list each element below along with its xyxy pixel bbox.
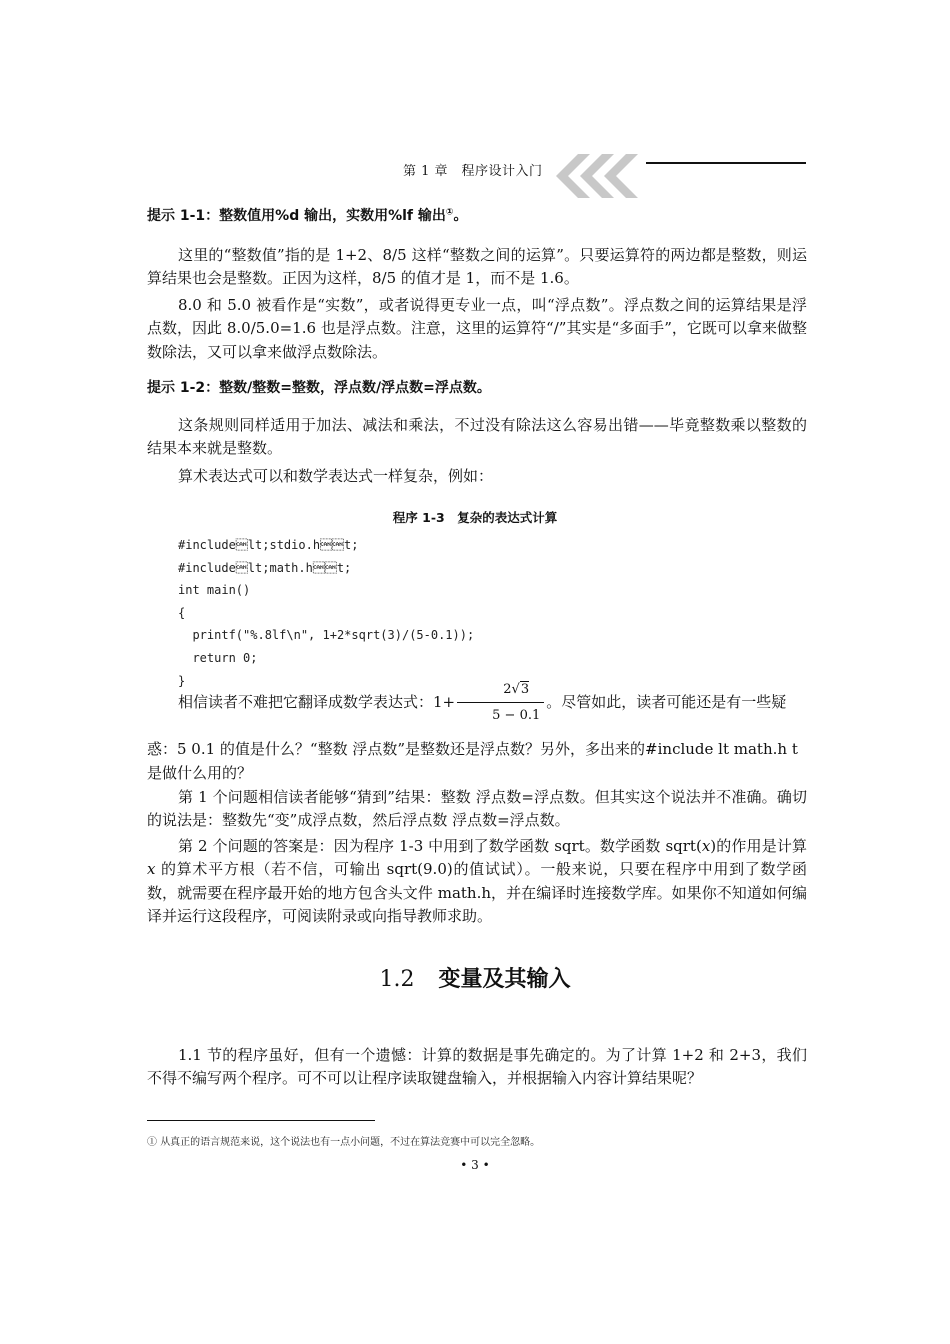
math-after: 。尽管如此，读者可能还是有一些疑 (546, 692, 787, 711)
section-number: 1.2 (379, 967, 415, 992)
math-expression: 1+ $\frac{2√3}{5 - 0.1}$ (433, 693, 546, 711)
tip-1-1 (147, 205, 468, 225)
tip-end: 。 (453, 208, 468, 224)
paragraph-rules: 这条规则同样适用于加法、减法和乘法，不过没有除法这么容易出错——毕竟整数乘以整数的结果本来就是整数。 (147, 416, 807, 458)
paragraph-second-question: 第 2 个问题的答案是：因为程序 1-3 中用到了数学函数 sqrt。数学函数 sqrt(x)的作用是计算 x 的算术平方根（若不信，可输出 sqrt(9.0)的值试试）。一般来说，只要在程序中用到了数学函数，就需要在程序最开始的地方包含头文件 math.h，并在编译时连接数学库。如果你不知道如何编译并运行这段程序，可阅读附录或向指导教师求助。 (147, 837, 807, 926)
paragraph-arith-expr: 算术表达式可以和数学表达式一样复杂，例如： (178, 467, 494, 485)
paragraph-integer-values: 这里的“整数值”指的是 1+2、8/5 这样“整数之间的运算”。只要运算符的两边都是整数，则运算结果也会是整数。正因为这样，8/5 的值才是 1，而不是 1.6。 (147, 246, 807, 288)
paragraph-section-intro: 1.1 节的程序虽好，但有一个遗憾：计算的数据是事先确定的。为了计算 1+2 和 2+3，我们不得不编写两个程序。可不可以让程序读取键盘输入，并根据输入内容计算结果呢？ (147, 1046, 807, 1088)
section-heading (0, 962, 950, 993)
footnote-text: 从真正的语言规范来说，这个说法也有一点小问题，不过在算法竞赛中可以完全忽略。 (160, 1137, 541, 1148)
chevron-decoration-icon (556, 153, 646, 199)
code-line: #includelt;stdio.ht; (178, 538, 359, 552)
chevron-shape (604, 154, 638, 198)
footnote-mark: ① (445, 207, 454, 218)
footnote-rule (147, 1120, 375, 1121)
math-intro: 相信读者不难把它翻译成数学表达式： (178, 692, 434, 711)
fraction (457, 678, 544, 728)
code-line: #includelt;math.ht; (178, 560, 352, 575)
paragraph-math-expression (147, 678, 807, 728)
program-caption: 程序 1-3 复杂的表达式计算 (392, 510, 558, 525)
code-listing (178, 534, 474, 692)
running-header: 第 1 章 程序设计入门 (403, 164, 543, 179)
footnote-mark: ① (147, 1137, 157, 1148)
code-line: } (178, 673, 186, 688)
tip-1-2: 提示 1-2：整数/整数=整数，浮点数/浮点数=浮点数。 (147, 380, 491, 396)
fraction-denominator: 5 − 0.1 (492, 708, 541, 724)
footnote (147, 1133, 540, 1148)
header-rule (646, 162, 806, 164)
section-title: 变量及其输入 (438, 967, 571, 992)
paragraph-first-question: 第 1 个问题相信读者能够“猜到”结果：整数 浮点数=浮点数。但其实这个说法并不准确。确切的说法是：整数先“变”成浮点数，然后浮点数 浮点数=浮点数。 (147, 788, 807, 830)
code-line: return 0; (178, 650, 258, 665)
code-line: { (178, 605, 186, 620)
paragraph-float-values: 8.0 和 5.0 被看作是“实数”，或者说得更专业一点，叫“浮点数”。浮点数之间的运算结果是浮点数，因此 8.0/5.0=1.6 也是浮点数。注意，这里的运算符“/”其实是“多面手”，它既可以拿来做整数除法，又可以拿来做浮点数除法。 (147, 296, 807, 361)
code-line: int main() (178, 583, 251, 598)
tip-text: 提示 1-1：整数值用%d 输出，实数用%lf 输出 (147, 208, 446, 224)
code-line: printf("%.8lf\n", 1+2*sqrt(3)/(5-0.1)); (178, 628, 475, 643)
fraction-numerator: 2√3 (457, 678, 544, 703)
page-number: • 3 • (460, 1158, 490, 1172)
paragraph-doubts-line: 惑：5 0.1 的值是什么？“整数 浮点数”是整数还是浮点数？另外，多出来的#include lt math.h t (147, 740, 798, 758)
paragraph-doubts-line: 是做什么用的？ (147, 764, 253, 782)
